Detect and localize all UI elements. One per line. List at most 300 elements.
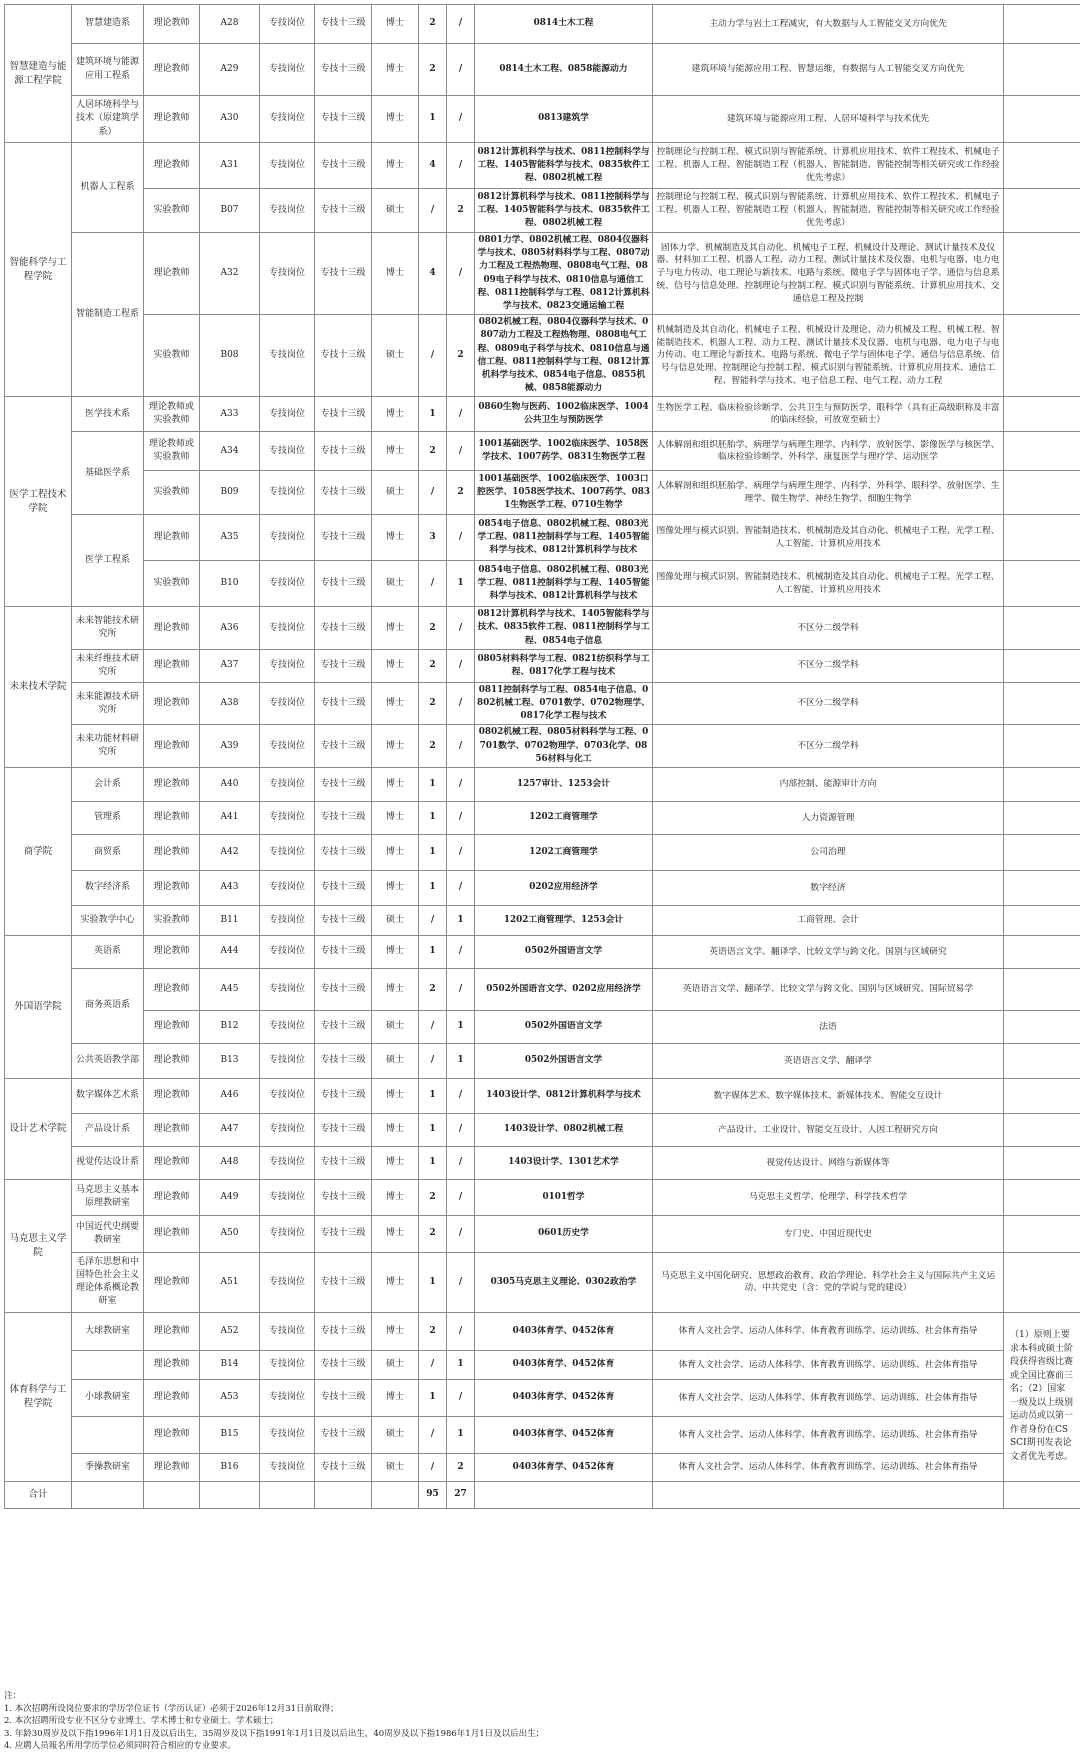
major-cell: 0805材料科学与工程、0821纺织科学与工程、0817化学工程与技术 <box>475 649 653 682</box>
code-cell: A38 <box>200 682 260 725</box>
master-cell: / <box>447 834 475 870</box>
post-cell: 专技岗位 <box>260 1379 315 1416</box>
remark-cell <box>1004 432 1080 471</box>
direction-cell: 图像处理与模式识别、智能制造技术、机械制造及其自动化、机械电子工程、光学工程、人工智能、计算机应用技术 <box>653 515 1004 561</box>
type-cell: 理论教师或实验教师 <box>144 397 200 432</box>
unit-cell: 毛泽东思想和中国特色社会主义理论体系概论教研室 <box>72 1252 144 1312</box>
remark-cell <box>1004 189 1080 233</box>
major-cell: 1202工商管理学 <box>475 801 653 834</box>
code-cell: A39 <box>200 725 260 768</box>
college-cell: 智能科学与工程学院 <box>5 143 72 397</box>
direction-cell: 数字经济 <box>653 870 1004 905</box>
direction-cell: 机械制造及其自动化、机械电子工程、机械设计及理论、动力机械及工程、机械工程、智能制造技术、机器人工程、动力工程、测试计量技术及仪器、电机与电器、电力电子与电力传动、电工理论与新技术、电路与系统、微电子学与固体电子学、通信与信息系统、信号与信息处理、控制理论与控制工程、模式识别与智能系统、计算机应用技术、通信工程、智能科学与技术、电子信息工程、电气工程、动力工程 <box>653 315 1004 397</box>
post-cell: 专技岗位 <box>260 834 315 870</box>
level-cell: 专技十三级 <box>315 189 372 233</box>
post-cell: 专技岗位 <box>260 233 315 315</box>
type-cell: 理论教师 <box>144 233 200 315</box>
degree-cell: 硕士 <box>372 561 419 607</box>
direction-cell: 数字媒体艺术、数字媒体技术、新媒体技术、智能交互设计 <box>653 1078 1004 1113</box>
unit-cell: 大球教研室 <box>72 1312 144 1350</box>
major-cell: 0812计算机科学与技术、0811控制科学与工程、1405智能科学与技术、0835软件工程、0802机械工程 <box>475 189 653 233</box>
phd-cell: 4 <box>419 143 447 189</box>
post-cell: 专技岗位 <box>260 801 315 834</box>
level-cell: 专技十三级 <box>315 767 372 801</box>
code-cell: A43 <box>200 870 260 905</box>
table-row <box>5 1179 1080 1215</box>
degree-cell: 博士 <box>372 143 419 189</box>
remark-cell <box>1004 905 1080 935</box>
table-row <box>5 1312 1080 1350</box>
remark-cell <box>1004 935 1080 968</box>
master-cell: / <box>447 44 475 96</box>
major-cell: 1403设计学、1301艺术学 <box>475 1146 653 1179</box>
post-cell: 专技岗位 <box>260 935 315 968</box>
direction-cell: 体育人文社会学、运动人体科学、体育教育训练学、运动训练、社会体育指导 <box>653 1379 1004 1416</box>
master-cell: 2 <box>447 189 475 233</box>
direction-cell: 人体解剖和组织胚胎学、病理学与病理生理学、内科学、放射医学、影像医学与核医学、临床检验诊断学、外科学、康复医学与理疗学、运动医学 <box>653 432 1004 471</box>
code-cell: A29 <box>200 44 260 96</box>
master-cell: 2 <box>447 471 475 515</box>
code-cell: A45 <box>200 968 260 1010</box>
unit-cell: 机器人工程系 <box>72 143 144 233</box>
major-cell: 0812计算机科学与技术、0811控制科学与工程、1405智能科学与技术、0835软件工程、0802机械工程 <box>475 143 653 189</box>
direction-cell: 英语语言文学、翻译学 <box>653 1043 1004 1078</box>
table-row <box>5 1416 1080 1453</box>
type-cell: 实验教师 <box>144 561 200 607</box>
remark-cell <box>1004 767 1080 801</box>
direction-cell: 图像处理与模式识别、智能制造技术、机械制造及其自动化、机械电子工程、光学工程、人工智能、计算机应用技术 <box>653 561 1004 607</box>
direction-cell: 控制理论与控制工程、模式识别与智能系统、计算机应用技术、软件工程技术、机械电子工程、机器人工程、智能制造工程（机器人、智能制造、智能控制等相关研究或工作经验优先考虑） <box>653 143 1004 189</box>
major-cell: 1001基础医学、1002临床医学、1058医学技术、1007药学、0831生物医学工程 <box>475 432 653 471</box>
college-cell: 外国语学院 <box>5 935 72 1078</box>
table-row <box>5 649 1080 682</box>
level-cell: 专技十三级 <box>315 1113 372 1146</box>
code-cell: B13 <box>200 1043 260 1078</box>
direction-cell: 法语 <box>653 1010 1004 1043</box>
post-cell: 专技岗位 <box>260 682 315 725</box>
major-cell: 1257审计、1253会计 <box>475 767 653 801</box>
post-cell: 专技岗位 <box>260 870 315 905</box>
table-row <box>5 315 1080 397</box>
type-cell: 理论教师 <box>144 1215 200 1252</box>
direction-cell: 马克思主义中国化研究、思想政治教育、政治学理论、科学社会主义与国际共产主义运动、中共党史（含：党的学说与党的建设） <box>653 1252 1004 1312</box>
degree-cell: 博士 <box>372 767 419 801</box>
direction-cell: 建筑环境与能源应用工程、人居环境科学与技术优先 <box>653 96 1004 143</box>
phd-cell: 2 <box>419 432 447 471</box>
type-cell: 理论教师 <box>144 1010 200 1043</box>
level-cell: 专技十三级 <box>315 5 372 44</box>
type-cell: 理论教师 <box>144 607 200 650</box>
remark-cell <box>1004 968 1080 1010</box>
table-row <box>5 870 1080 905</box>
master-cell: / <box>447 870 475 905</box>
code-cell: A34 <box>200 432 260 471</box>
unit-cell: 建筑环境与能源应用工程系 <box>72 44 144 96</box>
degree-cell: 硕士 <box>372 1453 419 1481</box>
level-cell: 专技十三级 <box>315 1179 372 1215</box>
master-cell: / <box>447 649 475 682</box>
post-cell: 专技岗位 <box>260 1453 315 1481</box>
type-cell: 理论教师 <box>144 834 200 870</box>
level-cell: 专技十三级 <box>315 1350 372 1379</box>
unit-cell: 小球教研室 <box>72 1379 144 1416</box>
table-row <box>5 905 1080 935</box>
code-cell: A50 <box>200 1215 260 1252</box>
degree-cell: 硕士 <box>372 1350 419 1379</box>
master-cell: / <box>447 1252 475 1312</box>
code-cell: B12 <box>200 1010 260 1043</box>
major-cell: 0403体育学、0452体育 <box>475 1312 653 1350</box>
unit-cell: 未来纤维技术研究所 <box>72 649 144 682</box>
unit-cell: 基础医学系 <box>72 432 144 515</box>
major-cell: 0814土木工程、0858能源动力 <box>475 44 653 96</box>
empty-cell <box>315 1481 372 1508</box>
level-cell: 专技十三级 <box>315 1043 372 1078</box>
post-cell: 专技岗位 <box>260 1010 315 1043</box>
unit-cell <box>72 1350 144 1379</box>
phd-cell: 1 <box>419 1078 447 1113</box>
unit-cell: 未来功能材料研究所 <box>72 725 144 768</box>
unit-cell: 英语系 <box>72 935 144 968</box>
code-cell: A30 <box>200 96 260 143</box>
degree-cell: 硕士 <box>372 1010 419 1043</box>
master-cell: / <box>447 1146 475 1179</box>
phd-cell: / <box>419 1453 447 1481</box>
major-cell: 0502外国语言文学 <box>475 1010 653 1043</box>
remark-cell <box>1004 649 1080 682</box>
total-master: 27 <box>447 1481 475 1508</box>
major-cell: 0812计算机科学与技术、1405智能科学与技术、0835软件工程、0811控制科学与工程、0854电子信息 <box>475 607 653 650</box>
master-cell: / <box>447 1179 475 1215</box>
degree-cell: 博士 <box>372 649 419 682</box>
level-cell: 专技十三级 <box>315 1146 372 1179</box>
level-cell: 专技十三级 <box>315 315 372 397</box>
major-cell: 0801力学、0802机械工程、0804仪器科学与技术、0805材料科学与工程、0807动力工程及工程热物理、0808电气工程、0809电子科学与技术、0810信息与通信工程、0811控制科学与工程、0812计算机科学与技术、0823交通运输工程 <box>475 233 653 315</box>
degree-cell: 博士 <box>372 233 419 315</box>
master-cell: / <box>447 1215 475 1252</box>
phd-cell: 1 <box>419 935 447 968</box>
level-cell: 专技十三级 <box>315 649 372 682</box>
master-cell: 1 <box>447 905 475 935</box>
degree-cell: 博士 <box>372 1312 419 1350</box>
table-row <box>5 233 1080 315</box>
direction-cell: 公司治理 <box>653 834 1004 870</box>
post-cell: 专技岗位 <box>260 1078 315 1113</box>
phd-cell: / <box>419 1416 447 1453</box>
major-cell: 0502外国语言文学 <box>475 935 653 968</box>
type-cell: 理论教师 <box>144 767 200 801</box>
phd-cell: / <box>419 561 447 607</box>
empty-cell <box>1004 1481 1080 1508</box>
code-cell: A40 <box>200 767 260 801</box>
remark-cell <box>1004 44 1080 96</box>
post-cell: 专技岗位 <box>260 968 315 1010</box>
post-cell: 专技岗位 <box>260 1416 315 1453</box>
code-cell: A52 <box>200 1312 260 1350</box>
phd-cell: 2 <box>419 1312 447 1350</box>
remark-cell <box>1004 1043 1080 1078</box>
degree-cell: 博士 <box>372 515 419 561</box>
type-cell: 理论教师 <box>144 682 200 725</box>
direction-cell: 内部控制、能源审计方向 <box>653 767 1004 801</box>
table-row <box>5 1043 1080 1078</box>
phd-cell: / <box>419 1010 447 1043</box>
post-cell: 专技岗位 <box>260 471 315 515</box>
phd-cell: 2 <box>419 44 447 96</box>
level-cell: 专技十三级 <box>315 1312 372 1350</box>
code-cell: A28 <box>200 5 260 44</box>
master-cell: / <box>447 1312 475 1350</box>
direction-cell: 马克思主义哲学、伦理学、科学技术哲学 <box>653 1179 1004 1215</box>
table-row <box>5 1010 1080 1043</box>
code-cell: A51 <box>200 1252 260 1312</box>
degree-cell: 博士 <box>372 1215 419 1252</box>
degree-cell: 硕士 <box>372 315 419 397</box>
table-row <box>5 935 1080 968</box>
direction-cell: 控制理论与控制工程、模式识别与智能系统、计算机应用技术、软件工程技术、机械电子工程、机器人工程、智能制造工程（机器人、智能制造、智能控制等相关研究或工作经验优先考虑） <box>653 189 1004 233</box>
phd-cell: 2 <box>419 649 447 682</box>
major-cell: 1202工商管理学、1253会计 <box>475 905 653 935</box>
post-cell: 专技岗位 <box>260 767 315 801</box>
major-cell: 0502外国语言文学、0202应用经济学 <box>475 968 653 1010</box>
direction-cell: 体育人文社会学、运动人体科学、体育教育训练学、运动训练、社会体育指导 <box>653 1416 1004 1453</box>
phd-cell: 4 <box>419 233 447 315</box>
post-cell: 专技岗位 <box>260 189 315 233</box>
level-cell: 专技十三级 <box>315 44 372 96</box>
remark-cell <box>1004 1113 1080 1146</box>
empty-cell <box>260 1481 315 1508</box>
unit-cell: 产品设计系 <box>72 1113 144 1146</box>
type-cell: 理论教师 <box>144 5 200 44</box>
code-cell: B09 <box>200 471 260 515</box>
degree-cell: 博士 <box>372 801 419 834</box>
type-cell: 理论教师或实验教师 <box>144 432 200 471</box>
degree-cell: 硕士 <box>372 1416 419 1453</box>
direction-cell: 不区分二级学科 <box>653 725 1004 768</box>
major-cell: 0814土木工程 <box>475 5 653 44</box>
college-cell: 未来技术学院 <box>5 607 72 768</box>
note-line: 2. 本次招聘所设专业不区分专业博士、学术博士和专业硕士、学术硕士； <box>4 1715 1074 1728</box>
level-cell: 专技十三级 <box>315 471 372 515</box>
remark-cell <box>1004 870 1080 905</box>
master-cell: / <box>447 968 475 1010</box>
code-cell: B07 <box>200 189 260 233</box>
note-line: 注： <box>4 1690 1074 1703</box>
type-cell: 理论教师 <box>144 1453 200 1481</box>
master-cell: / <box>447 1379 475 1416</box>
degree-cell: 博士 <box>372 1179 419 1215</box>
direction-cell: 人体解剖和组织胚胎学、病理学与病理生理学、内科学、外科学、眼科学、放射医学、生理学、微生物学、神经生物学、细胞生物学 <box>653 471 1004 515</box>
master-cell: / <box>447 767 475 801</box>
post-cell: 专技岗位 <box>260 1252 315 1312</box>
level-cell: 专技十三级 <box>315 1078 372 1113</box>
post-cell: 专技岗位 <box>260 1350 315 1379</box>
remark-cell <box>1004 607 1080 650</box>
level-cell: 专技十三级 <box>315 96 372 143</box>
unit-cell: 智慧建造系 <box>72 5 144 44</box>
post-cell: 专技岗位 <box>260 143 315 189</box>
degree-cell: 博士 <box>372 96 419 143</box>
type-cell: 实验教师 <box>144 189 200 233</box>
phd-cell: 3 <box>419 515 447 561</box>
post-cell: 专技岗位 <box>260 96 315 143</box>
degree-cell: 博士 <box>372 397 419 432</box>
level-cell: 专技十三级 <box>315 1215 372 1252</box>
unit-cell: 医学技术系 <box>72 397 144 432</box>
major-cell: 1403设计学、0802机械工程 <box>475 1113 653 1146</box>
post-cell: 专技岗位 <box>260 1179 315 1215</box>
note-line: 1. 本次招聘所设岗位要求的学历学位证书（学历认证）必须于2026年12月31日前取得； <box>4 1703 1074 1716</box>
table-row <box>5 607 1080 650</box>
type-cell: 理论教师 <box>144 968 200 1010</box>
unit-cell: 会计系 <box>72 767 144 801</box>
major-cell: 1202工商管理学 <box>475 834 653 870</box>
degree-cell: 博士 <box>372 607 419 650</box>
level-cell: 专技十三级 <box>315 870 372 905</box>
degree-cell: 博士 <box>372 1252 419 1312</box>
type-cell: 理论教师 <box>144 1179 200 1215</box>
table-row <box>5 1252 1080 1312</box>
direction-cell: 不区分二级学科 <box>653 607 1004 650</box>
type-cell: 理论教师 <box>144 1379 200 1416</box>
code-cell: A32 <box>200 233 260 315</box>
empty-cell <box>72 1481 144 1508</box>
degree-cell: 博士 <box>372 834 419 870</box>
degree-cell: 博士 <box>372 968 419 1010</box>
type-cell: 理论教师 <box>144 649 200 682</box>
college-cell: 设计艺术学院 <box>5 1078 72 1179</box>
table-row <box>5 189 1080 233</box>
code-cell: B16 <box>200 1453 260 1481</box>
degree-cell: 硕士 <box>372 471 419 515</box>
post-cell: 专技岗位 <box>260 44 315 96</box>
remark-cell <box>1004 515 1080 561</box>
table-row <box>5 682 1080 725</box>
table-row <box>5 767 1080 801</box>
table-row <box>5 397 1080 432</box>
major-cell: 0403体育学、0452体育 <box>475 1350 653 1379</box>
table-row <box>5 143 1080 189</box>
table-row <box>5 801 1080 834</box>
phd-cell: 2 <box>419 968 447 1010</box>
table-row <box>5 1379 1080 1416</box>
major-cell: 0403体育学、0452体育 <box>475 1416 653 1453</box>
type-cell: 理论教师 <box>144 801 200 834</box>
empty-cell <box>475 1481 653 1508</box>
table-row <box>5 96 1080 143</box>
master-cell: / <box>447 801 475 834</box>
type-cell: 理论教师 <box>144 1043 200 1078</box>
footnotes <box>4 1690 1074 1753</box>
unit-cell: 智能制造工程系 <box>72 233 144 397</box>
unit-cell: 商贸系 <box>72 834 144 870</box>
major-cell: 0502外国语言文学 <box>475 1043 653 1078</box>
master-cell: 2 <box>447 1453 475 1481</box>
master-cell: 2 <box>447 315 475 397</box>
direction-cell: 体育人文社会学、运动人体科学、体育教育训练学、运动训练、社会体育指导 <box>653 1453 1004 1481</box>
recruitment-table <box>4 4 1080 1509</box>
college-cell: 马克思主义学院 <box>5 1179 72 1312</box>
code-cell: A46 <box>200 1078 260 1113</box>
direction-cell: 建筑环境与能源应用工程、智慧运维，有数据与人工智能交叉方向优先 <box>653 44 1004 96</box>
degree-cell: 硕士 <box>372 905 419 935</box>
type-cell: 实验教师 <box>144 315 200 397</box>
unit-cell: 人居环境科学与技术（原建筑学系） <box>72 96 144 143</box>
direction-cell: 英语语言文学、翻译学、比较文学与跨文化、国别与区域研究、国际贸易学 <box>653 968 1004 1010</box>
code-cell: B08 <box>200 315 260 397</box>
remark-cell <box>1004 1010 1080 1043</box>
code-cell: A53 <box>200 1379 260 1416</box>
level-cell: 专技十三级 <box>315 725 372 768</box>
master-cell: / <box>447 143 475 189</box>
remark-cell <box>1004 725 1080 768</box>
remark-cell <box>1004 1078 1080 1113</box>
remark-cell <box>1004 682 1080 725</box>
master-cell: / <box>447 432 475 471</box>
post-cell: 专技岗位 <box>260 515 315 561</box>
total-phd: 95 <box>419 1481 447 1508</box>
code-cell: B10 <box>200 561 260 607</box>
level-cell: 专技十三级 <box>315 1379 372 1416</box>
college-cell: 医学工程技术学院 <box>5 397 72 607</box>
remark-cell <box>1004 5 1080 44</box>
post-cell: 专技岗位 <box>260 1113 315 1146</box>
master-cell: / <box>447 233 475 315</box>
level-cell: 专技十三级 <box>315 1252 372 1312</box>
phd-cell: 1 <box>419 1252 447 1312</box>
direction-cell: 工商管理、会计 <box>653 905 1004 935</box>
master-cell: 1 <box>447 1010 475 1043</box>
level-cell: 专技十三级 <box>315 607 372 650</box>
total-label: 合计 <box>5 1481 72 1508</box>
level-cell: 专技十三级 <box>315 1010 372 1043</box>
direction-cell: 体育人文社会学、运动人体科学、体育教育训练学、运动训练、社会体育指导 <box>653 1312 1004 1350</box>
code-cell: A48 <box>200 1146 260 1179</box>
remark-cell <box>1004 315 1080 397</box>
table-row <box>5 1350 1080 1379</box>
type-cell: 理论教师 <box>144 1312 200 1350</box>
post-cell: 专技岗位 <box>260 607 315 650</box>
phd-cell: 1 <box>419 397 447 432</box>
type-cell: 理论教师 <box>144 1350 200 1379</box>
phd-cell: 1 <box>419 834 447 870</box>
type-cell: 理论教师 <box>144 725 200 768</box>
phd-cell: 2 <box>419 725 447 768</box>
degree-cell: 博士 <box>372 1078 419 1113</box>
degree-cell: 博士 <box>372 1146 419 1179</box>
phd-cell: / <box>419 315 447 397</box>
major-cell: 0202应用经济学 <box>475 870 653 905</box>
major-cell: 0305马克思主义理论、0302政治学 <box>475 1252 653 1312</box>
remark-cell <box>1004 96 1080 143</box>
post-cell: 专技岗位 <box>260 315 315 397</box>
level-cell: 专技十三级 <box>315 905 372 935</box>
major-cell: 1403设计学、0812计算机科学与技术 <box>475 1078 653 1113</box>
phd-cell: 1 <box>419 1379 447 1416</box>
major-cell: 0101哲学 <box>475 1179 653 1215</box>
level-cell: 专技十三级 <box>315 968 372 1010</box>
degree-cell: 博士 <box>372 725 419 768</box>
master-cell: 1 <box>447 1416 475 1453</box>
post-cell: 专技岗位 <box>260 5 315 44</box>
unit-cell: 数字经济系 <box>72 870 144 905</box>
major-cell: 0854电子信息、0802机械工程、0803光学工程、0811控制科学与工程、1405智能科学与技术、0812计算机科学与技术 <box>475 561 653 607</box>
type-cell: 理论教师 <box>144 96 200 143</box>
unit-cell: 数字媒体艺术系 <box>72 1078 144 1113</box>
major-cell: 0802机械工程、0804仪器科学与技术、0807动力工程及工程热物理、0808电气工程、0809电子科学与技术、0810信息与通信工程、0811控制科学与工程、0812计算机科学与技术、0854电子信息、0855机械、0858能源动力 <box>475 315 653 397</box>
remark-cell <box>1004 1215 1080 1252</box>
post-cell: 专技岗位 <box>260 725 315 768</box>
